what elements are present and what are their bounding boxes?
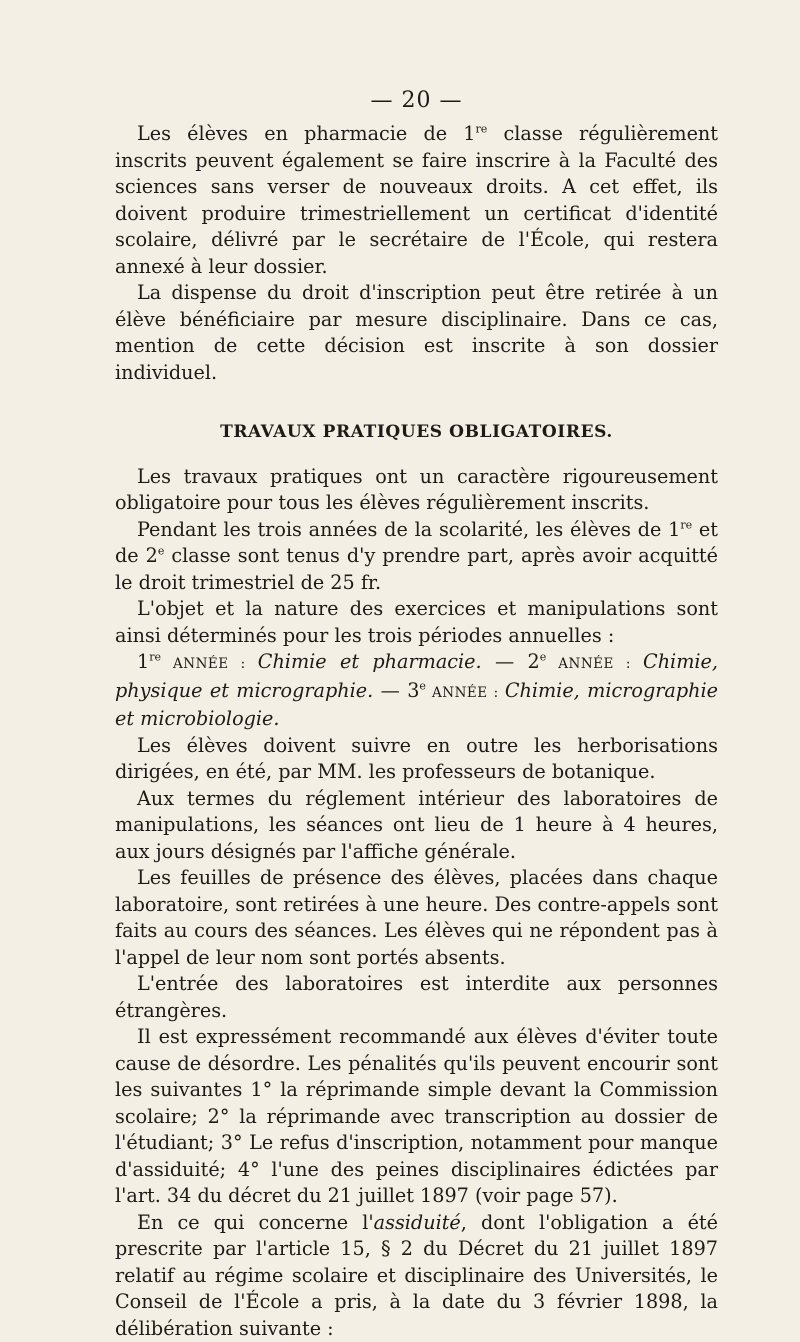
- year-subjects: Chimie, micrographie et microbiologie.: [115, 679, 718, 731]
- text-run: et de 2: [115, 518, 718, 568]
- superscript: e: [540, 651, 547, 664]
- year-subjects: Chimie, physique et micrographie.: [115, 650, 718, 702]
- text-run: , dont l'obligation a été prescrite par l'article 15, § 2 du Décret du 21 juillet 1897 relatif au régime scolaire et disciplinaire des Universités, le Conseil de l'École a pris, à la date du 3 février 1898, la délibération suivante :: [115, 1211, 718, 1340]
- year-number: 2: [528, 650, 540, 673]
- paragraph-herborisations: Les élèves doivent suivre en outre les herborisations dirigées, en été, par MM. les professeurs de botanique.: [115, 733, 718, 786]
- year-label: ANNÉE :: [161, 656, 258, 672]
- superscript: re: [476, 123, 488, 136]
- text-run: classe régulièrement inscrits peuvent également se faire inscrire à la Faculté des sciences sans verser de nouveaux droits. A cet effet, ils doivent produire trimestriellement un certificat d'identité scolaire, délivré par le secrétaire de l'École, qui restera annexé à leur dossier.: [115, 122, 718, 278]
- year-label: ANNÉE :: [546, 656, 643, 672]
- paragraph-assiduite: [115, 1210, 718, 1342]
- year-subjects: Chimie et pharmacie.: [258, 650, 482, 673]
- section-heading: TRAVAUX PRATIQUES OBLIGATOIRES.: [115, 419, 718, 446]
- paragraph-inscription-faculte: [115, 121, 718, 280]
- paragraph-entree: L'entrée des laboratoires est interdite aux personnes étrangères.: [115, 971, 718, 1024]
- paragraph-annees: [115, 649, 718, 733]
- dash: —: [373, 679, 407, 702]
- paragraph-objet: L'objet et la nature des exercices et manipulations sont ainsi déterminés pour les trois périodes annuelles :: [115, 596, 718, 649]
- paragraph-feuilles-presence: Les feuilles de présence des élèves, placées dans chaque laboratoire, sont retirées à une heure. Des contre-appels sont faits au cours des séances. Les élèves qui ne répondent pas à l'appel de leur nom sont portés absents.: [115, 865, 718, 971]
- superscript: re: [680, 518, 692, 531]
- paragraph-scolarite: [115, 517, 718, 597]
- superscript: e: [158, 545, 165, 558]
- text-run: Les élèves en pharmacie de 1: [137, 122, 476, 145]
- page-number: — 20 —: [115, 88, 718, 113]
- text-run: Pendant les trois années de la scolarité, les élèves de 1: [137, 518, 680, 541]
- text-run: En ce qui concerne l': [137, 1211, 374, 1234]
- paragraph-dispense: La dispense du droit d'inscription peut être retirée à un élève bénéficiaire par mesure disciplinaire. Dans ce cas, mention de cette décision est inscrite à son dossier individuel.: [115, 280, 718, 386]
- emphasis: assiduité: [374, 1211, 461, 1234]
- paragraph-penalites: Il est expressément recommandé aux élèves d'éviter toute cause de désordre. Les pénalités qu'ils peuvent encourir sont les suivantes 1° la réprimande simple devant la Commission scolaire; 2° la réprimande avec transcription au dossier de l'étudiant; 3° Le refus d'inscription, notamment pour manque d'assiduité; 4° l'une des peines disciplinaires édictées par l'art. 34 du décret du 21 juillet 1897 (voir page 57).: [115, 1024, 718, 1210]
- dash: —: [482, 650, 528, 673]
- paragraph-travaux-obligatoires: Les travaux pratiques ont un caractère rigoureusement obligatoire pour tous les élèves régulièrement inscrits.: [115, 464, 718, 517]
- year-number: 1: [137, 650, 149, 673]
- year-number: 3: [407, 679, 419, 702]
- year-label: ANNÉE :: [426, 685, 505, 701]
- superscript: re: [149, 651, 161, 664]
- superscript: e: [419, 679, 426, 692]
- text-run: classe sont tenus d'y prendre part, après avoir acquitté le droit trimestriel de 25 fr.: [115, 544, 718, 594]
- paragraph-seances: Aux termes du réglement intérieur des laboratoires de manipulations, les séances ont lieu de 1 heure à 4 heures, aux jours désignés par l'affiche générale.: [115, 786, 718, 866]
